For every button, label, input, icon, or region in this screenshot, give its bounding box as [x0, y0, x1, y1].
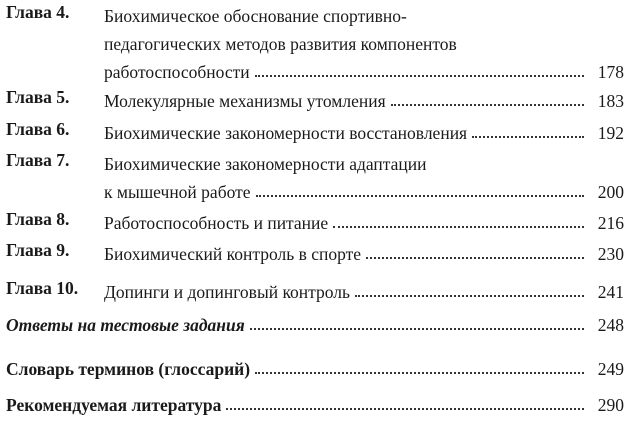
chapter-title-line: к мышечной работе — [104, 182, 251, 202]
dot-leader — [255, 365, 584, 374]
page-number: 241 — [597, 282, 624, 302]
chapter-title-line: Биохимическое обоснование спортивно- — [104, 6, 407, 26]
chapter-title: Биохимические закономерности восстановления — [104, 123, 468, 143]
chapter-label: Глава 8. — [6, 209, 70, 229]
chapter-label: Глава 9. — [6, 240, 70, 260]
dot-leader — [256, 188, 584, 197]
page-number: 183 — [597, 91, 624, 111]
dot-leader — [391, 97, 584, 106]
dot-leader — [472, 129, 584, 138]
dot-leader — [226, 401, 584, 410]
chapter-title-line: работоспособности — [104, 62, 250, 82]
dot-leader — [355, 288, 584, 297]
section-title: Ответы на тестовые задания — [6, 315, 245, 335]
chapter-title-line: педагогических методов развития компонентов — [104, 34, 457, 54]
page-number: 216 — [597, 213, 624, 233]
chapter-label: Глава 5. — [6, 87, 70, 107]
chapter-label: Глава 7. — [6, 150, 70, 170]
page-number: 200 — [597, 182, 624, 202]
page-number: 248 — [597, 315, 624, 335]
page-number: 290 — [597, 395, 624, 415]
chapter-title: Биохимический контроль в спорте — [104, 244, 362, 264]
chapter-label: Глава 10. — [6, 278, 79, 298]
chapter-title: Допинги и допинговый контроль — [104, 282, 351, 302]
section-title: Рекомендуемая литература — [6, 395, 222, 415]
dot-leader — [255, 68, 584, 77]
chapter-label: Глава 4. — [6, 2, 70, 22]
dot-leader — [366, 250, 584, 259]
page-number: 192 — [597, 123, 624, 143]
page-number: 249 — [597, 359, 624, 379]
dot-leader — [333, 219, 584, 228]
page-number: 230 — [597, 244, 624, 264]
chapter-label: Глава 6. — [6, 119, 70, 139]
page-number: 178 — [597, 62, 624, 82]
chapter-title: Работоспособность и питание — [104, 213, 329, 233]
chapter-title: Молекулярные механизмы утомления — [104, 91, 386, 111]
section-title: Словарь терминов (глоссарий) — [6, 359, 251, 379]
dot-leader — [250, 321, 584, 330]
chapter-title-line: Биохимические закономерности адаптации — [104, 154, 427, 174]
